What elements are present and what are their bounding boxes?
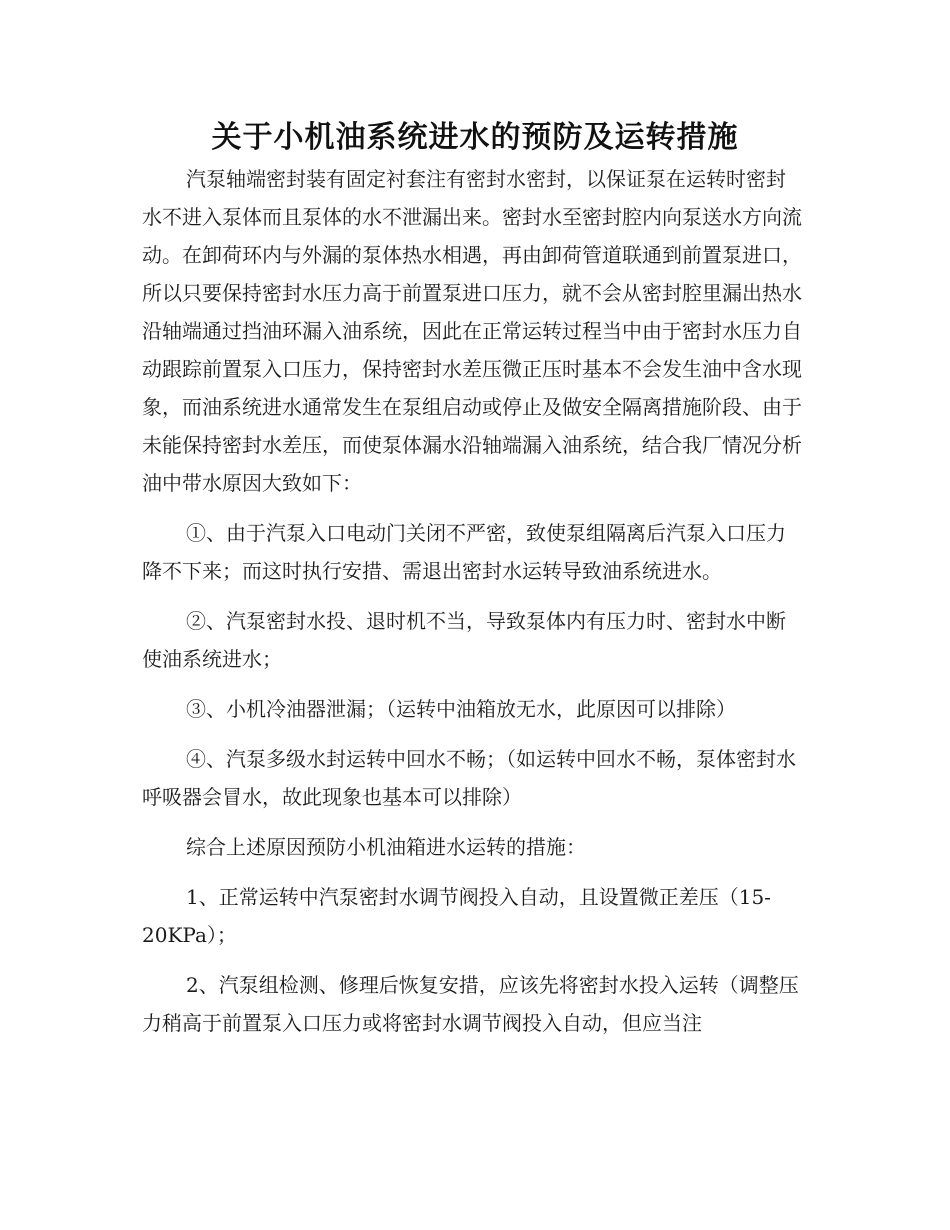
- paragraph-cause-4: ④、汽泵多级水封运转中回水不畅；（如运转中回水不畅，泵体密封水呼吸器会冒水，故此现象也基本可以排除）: [142, 747, 796, 809]
- paragraph-cause-3: ③、小机冷油器泄漏；（运转中油箱放无水，此原因可以排除）: [186, 697, 736, 721]
- paragraph-measures-heading: 综合上述原因预防小机油箱进水运转的措施：: [186, 835, 586, 859]
- paragraph-measure-2: 2、汽泵组检测、修理后恢复安措，应该先将密封水投入运转（调整压力稍高于前置泵入口压力或将密封水调节阀投入自动，但应当注: [142, 973, 799, 1035]
- paragraph-cause-1: ①、由于汽泵入口电动门关闭不严密，致使泵组隔离后汽泵入口压力降不下来；而这时执行安措、需退出密封水运转导致油系统进水。: [142, 521, 786, 583]
- paragraph-cause-2: ②、汽泵密封水投、退时机不当，导致泵体内有压力时、密封水中断使油系统进水；: [142, 609, 786, 671]
- paragraph-measure-1: 1、正常运转中汽泵密封水调节阀投入自动，且设置微正差压（15-20KPa）；: [142, 885, 771, 947]
- document-title: 关于小机油系统进水的预防及运转措施: [211, 120, 739, 155]
- paragraph-intro: 汽泵轴端密封装有固定衬套注有密封水密封，以保证泵在运转时密封水不进入泵体而且泵体的水不泄漏出来。密封水至密封腔内向泵送水方向流动。在卸荷环内与外漏的泵体热水相遇，再由卸荷管道联通到前置泵进口，所以只要保持密封水压力高于前置泵进口压力，就不会从密封腔里漏出热水沿轴端通过挡油环漏入油系统，因此在正常运转过程当中由于密封水压力自动跟踪前置泵入口压力，保持密封水差压微正压时基本不会发生油中含水现象，而油系统进水通常发生在泵组启动或停止及做安全隔离措施阶段、由于未能保持密封水差压，而使泵体漏水沿轴端漏入油系统，结合我厂情况分析油中带水原因大致如下：: [142, 167, 802, 495]
- document-body: [142, 160, 802, 1042]
